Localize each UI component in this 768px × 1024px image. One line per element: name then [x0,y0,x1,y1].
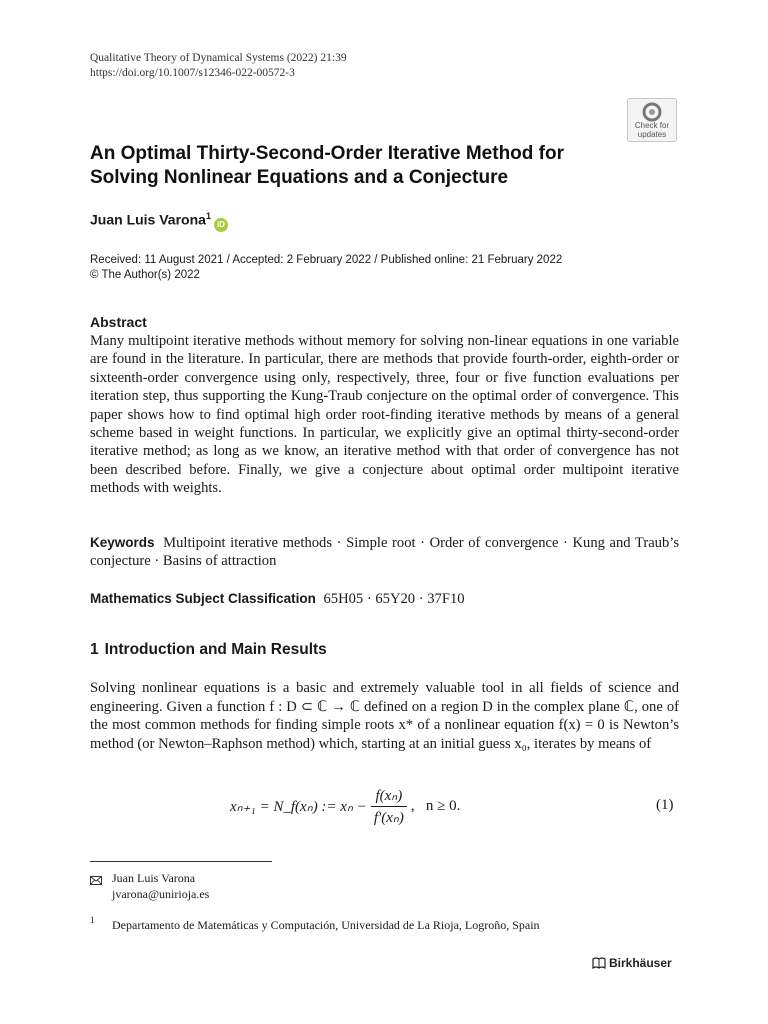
section-heading [90,641,327,659]
mail-icon [90,876,102,885]
msc-label: Mathematics Subject Classification [90,591,316,606]
equation-1 [230,786,550,830]
equation-denominator: f′(xₙ) [373,810,404,826]
keywords [90,534,679,571]
badge-line-2: updates [637,129,667,139]
publisher-name: Birkhäuser [609,956,672,970]
msc-codes: 65H05 · 65Y20 · 37F10 [323,591,465,607]
section-number: 1 [90,641,99,658]
journal-citation: Qualitative Theory of Dynamical Systems (2022) 21:39 [90,52,347,64]
publisher-logo [592,956,672,970]
author-line [90,211,228,232]
check-updates-icon [641,102,663,122]
corresponding-author-email[interactable]: jvarona@unirioja.es [112,887,210,901]
equation-lhs: xₙ₊₁ = N_f(xₙ) := xₙ − [230,799,367,815]
footnote-mark: 1 [90,915,95,925]
keywords-text: Multipoint iterative methods · Simple root · Order of convergence · Kung and Traub’s conjecture · Basins of attraction [90,535,679,570]
affiliation: Departamento de Matemáticas y Computación, Universidad de La Rioja, Logroño, Spain [112,918,540,932]
badge-line-1: Check for [634,121,670,130]
title-line-2: Solving Nonlinear Equations and a Conjecture [90,167,509,188]
keywords-label: Keywords [90,535,155,550]
equation-fraction [371,786,407,827]
check-for-updates-badge[interactable] [627,98,677,142]
section-title: Introduction and Main Results [104,641,327,658]
intro-paragraph: Solving nonlinear equations is a basic and extremely valuable tool in all fields of science and engineering. Given a function f : D ⊂ ℂ → ℂ defined on a region D in the complex plane ℂ, one of the most common methods for finding simple roots x* of a nonlinear equation f(x) = 0 is Newton’s method (or Newton–Raphson method) which, starting at an initial guess x₀, iterates by means of [90,680,679,752]
publication-dates: Received: 11 August 2021 / Accepted: 2 February 2022 / Published online: 21 February 2022 [90,254,563,266]
orcid-icon[interactable]: iD [214,218,228,232]
equation-tail: , n ≥ 0. [410,798,461,814]
equation-numerator: f(xₙ) [371,786,407,807]
subject-classification [90,590,679,608]
doi-link[interactable]: https://doi.org/10.1007/s12346-022-00572-3 [90,67,295,79]
article-title [90,142,650,190]
publisher-book-icon [592,957,606,969]
author-affiliation-mark: 1 [205,211,211,221]
author-name[interactable]: Juan Luis Varona [90,211,206,228]
abstract-text: Many multipoint iterative methods without memory for solving non-linear equations in one variable are found in the literature. In particular, there are methods that provide fourth-order, eighth-order or sixteenth-order convergence using only, respectively, three, four or five function evaluations per iteration step, thus supporting the Kung-Traub conjecture on the optimal order of convergence. This paper shows how to find optimal high order root-finding iterative methods by means of a general scheme based in weight functions. In particular, we explicitly give an optimal thirty-second-order iterative method; as long as we know, an iterative method with that order of convergence has not been described before. Finally, we give a conjecture about optimal order multipoint iterative methods with weights. [90,333,679,497]
equation-number: (1) [656,797,674,813]
copyright: © The Author(s) 2022 [90,269,200,281]
corresponding-author-name: Juan Luis Varona [112,871,196,885]
title-line-1: An Optimal Thirty-Second-Order Iterative Method for [90,143,564,164]
abstract-heading: Abstract [90,314,147,330]
footnote-divider [90,861,272,862]
